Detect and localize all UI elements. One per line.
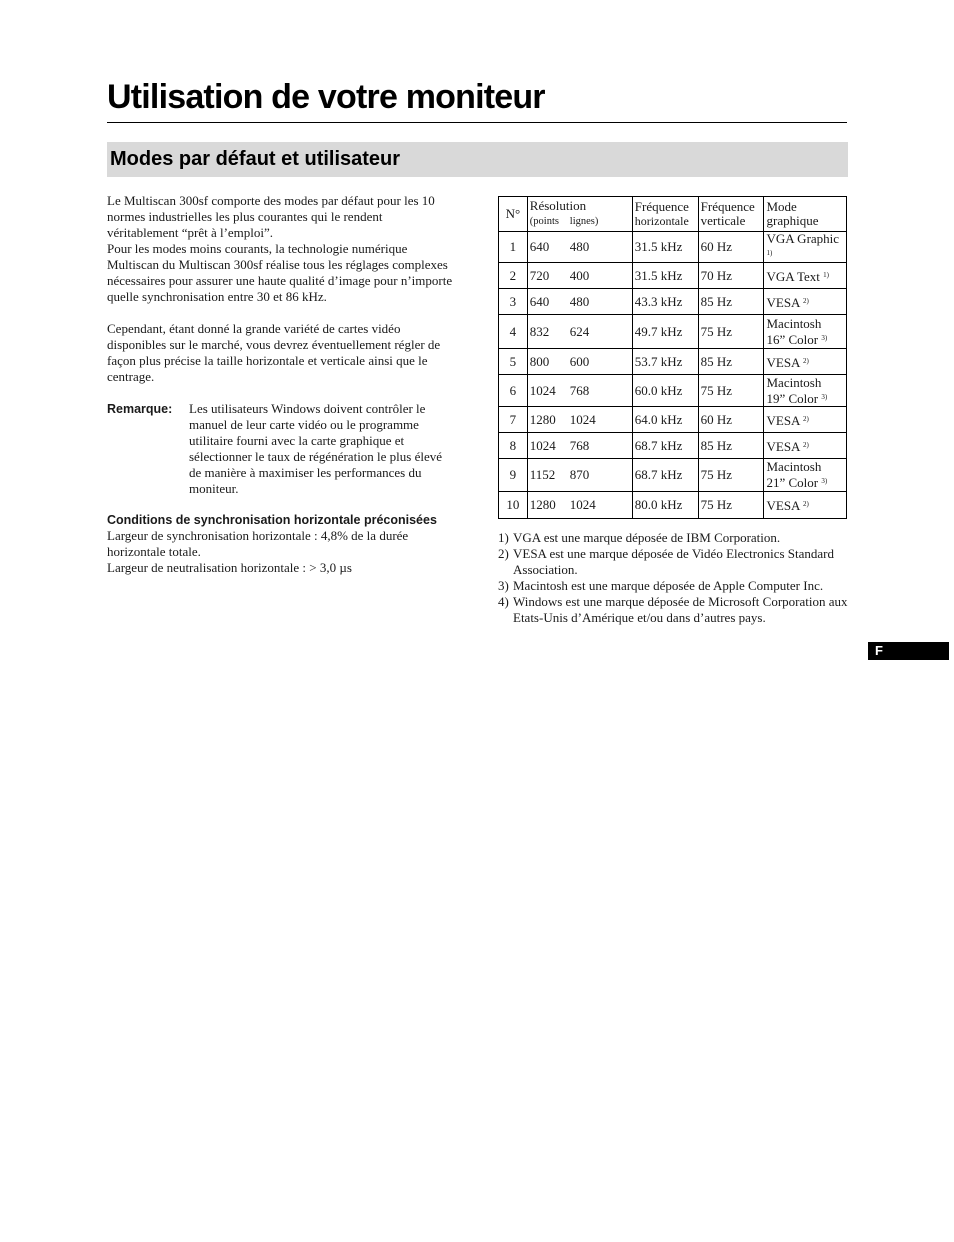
cell-hfreq: 68.7 kHz	[632, 433, 698, 459]
table-row	[499, 263, 847, 289]
mode-name: VGA Graphic	[766, 231, 840, 246]
cell-mode	[764, 433, 847, 459]
cell-resolution	[527, 433, 632, 459]
cell-hfreq: 80.0 kHz	[632, 492, 698, 519]
header-mode: Mode graphique	[764, 197, 847, 232]
table-row	[499, 289, 847, 315]
mode-name: VESA	[766, 412, 800, 428]
cell-resolution	[527, 459, 632, 492]
mode-detail: 21” Color	[766, 475, 819, 490]
intro-paragraph: Le Multiscan 300sf comporte des modes par défaut pour les 10 normes industrielles les plus courantes qui le rendent véritablement “prêt à l’emploi”.	[107, 193, 435, 240]
cell-vfreq: 85 Hz	[698, 289, 764, 315]
footnote-number: 4)	[498, 594, 509, 609]
header-resolution-label: Résolution	[529, 198, 587, 213]
table-row	[499, 459, 847, 492]
cell-resolution	[527, 375, 632, 407]
footnote-text: Windows est une marque déposée de Microsoft Corporation aux Etats-Unis d’Amérique et/ou dans d’autres pays.	[513, 594, 848, 625]
cell-vfreq: 60 Hz	[698, 232, 764, 263]
mode-name: Macintosh	[766, 374, 822, 390]
footnote-ref: 2)	[802, 414, 809, 423]
cell-num: 5	[499, 349, 528, 375]
cell-lines: 624	[569, 323, 590, 339]
cell-hfreq: 31.5 kHz	[632, 232, 698, 263]
cell-num: 8	[499, 433, 528, 459]
cell-num: 1	[499, 232, 528, 263]
cell-vfreq: 85 Hz	[698, 349, 764, 375]
cell-resolution	[527, 407, 632, 433]
header-vfreq-line1: Fréquence	[700, 199, 755, 214]
footnote-text: VGA est une marque déposée de IBM Corporation.	[513, 530, 781, 545]
table-row	[499, 232, 847, 263]
cell-lines: 1024	[569, 411, 596, 427]
footnotes-list	[498, 530, 848, 626]
cell-num: 4	[499, 315, 528, 349]
cell-num: 10	[499, 492, 528, 519]
cell-num: 9	[499, 459, 528, 492]
footnote-ref: 2)	[802, 500, 809, 508]
table-row	[499, 492, 847, 519]
cell-vfreq: 60 Hz	[698, 407, 764, 433]
header-num: N°	[499, 197, 528, 232]
footnote-item	[498, 578, 848, 594]
header-resolution-points: (points	[529, 216, 559, 227]
header-hfreq-line1: Fréquence	[634, 199, 689, 214]
title-rule	[107, 122, 847, 123]
cell-num: 2	[499, 263, 528, 289]
header-vfreq	[698, 197, 764, 232]
table-row	[499, 315, 847, 349]
footnote-number: 3)	[498, 578, 509, 593]
table-header-row	[499, 197, 847, 232]
cell-vfreq: 75 Hz	[698, 459, 764, 492]
cell-lines: 1024	[569, 497, 596, 512]
cell-hfreq: 64.0 kHz	[632, 407, 698, 433]
cell-hfreq: 49.7 kHz	[632, 315, 698, 349]
mode-name: VESA	[766, 294, 800, 310]
cell-mode	[764, 263, 847, 289]
cell-hfreq: 53.7 kHz	[632, 349, 698, 375]
cell-points: 1152	[529, 467, 556, 482]
intro-paragraph: Pour les modes moins courants, la technologie numérique Multiscan du Multiscan 300sf réalise tous les réglages complexes nécessaires pour assurer une haute qualité d’image pour n’importe quelle synchronisation entre 30 et 86 kHz.	[107, 241, 453, 304]
footnote-number: 1)	[498, 530, 509, 545]
cell-lines: 400	[569, 267, 590, 283]
footnote-ref: 1)	[766, 249, 773, 257]
table-row	[499, 349, 847, 375]
footnote-ref: 2)	[802, 296, 809, 305]
cell-mode	[764, 232, 847, 263]
modes-table	[498, 196, 847, 519]
header-resolution	[527, 197, 632, 232]
cell-num: 3	[499, 289, 528, 315]
cell-points: 640	[529, 239, 550, 254]
cell-resolution	[527, 492, 632, 519]
footnote-ref: 2)	[802, 356, 809, 365]
page-title: Utilisation de votre moniteur	[107, 78, 545, 116]
cell-mode	[764, 289, 847, 315]
mode-name: VESA	[766, 354, 800, 370]
table-row	[499, 375, 847, 407]
cell-points: 1280	[529, 497, 556, 512]
cell-resolution	[527, 289, 632, 315]
language-tab-marker: F	[868, 642, 949, 660]
footnote-ref: 2)	[802, 440, 809, 449]
remark-block	[107, 401, 457, 497]
cell-lines: 870	[569, 467, 590, 482]
cell-resolution	[527, 349, 632, 375]
cell-mode	[764, 407, 847, 433]
cell-vfreq: 85 Hz	[698, 433, 764, 459]
cell-lines: 480	[569, 293, 590, 309]
cell-vfreq: 75 Hz	[698, 375, 764, 407]
footnote-item	[498, 546, 848, 578]
cell-points: 1280	[529, 411, 556, 427]
mode-name: Macintosh	[766, 459, 822, 474]
cell-num: 7	[499, 407, 528, 433]
cell-points: 1024	[529, 437, 556, 453]
header-resolution-lines: lignes)	[569, 216, 599, 227]
footnote-number: 2)	[498, 546, 509, 561]
cell-hfreq: 68.7 kHz	[632, 459, 698, 492]
cell-points: 832	[529, 323, 550, 339]
cell-lines: 600	[569, 353, 590, 369]
footnote-text: VESA est une marque déposée de Vidéo Electronics Standard Association.	[513, 546, 835, 577]
footnote-ref: 3)	[821, 392, 828, 401]
cell-resolution	[527, 315, 632, 349]
footnote-ref: 3)	[821, 333, 828, 342]
cell-vfreq: 70 Hz	[698, 263, 764, 289]
cell-lines: 768	[569, 437, 590, 453]
mode-name: VESA	[766, 438, 800, 454]
cell-vfreq: 75 Hz	[698, 492, 764, 519]
mode-detail: 19” Color	[766, 390, 819, 406]
cell-mode	[764, 375, 847, 407]
cell-vfreq: 75 Hz	[698, 315, 764, 349]
cell-hfreq: 31.5 kHz	[632, 263, 698, 289]
cell-lines: 768	[569, 382, 590, 398]
cell-resolution	[527, 263, 632, 289]
mode-name: VGA Text	[766, 268, 820, 284]
cell-mode	[764, 349, 847, 375]
header-hfreq-line2: horizontale	[634, 214, 689, 228]
cell-lines: 480	[569, 239, 590, 254]
header-hfreq	[632, 197, 698, 232]
cell-points: 720	[529, 267, 550, 283]
mode-detail: 16” Color	[766, 331, 819, 347]
cell-hfreq: 43.3 kHz	[632, 289, 698, 315]
cell-mode	[764, 459, 847, 492]
sync-heading: Conditions de synchronisation horizontale préconisées	[107, 513, 437, 527]
section-title: Modes par défaut et utilisateur	[110, 148, 401, 170]
footnote-ref: 1)	[823, 270, 829, 279]
remark-label: Remarque:	[107, 402, 173, 416]
table-row	[499, 433, 847, 459]
cell-resolution	[527, 232, 632, 263]
remark-text: Les utilisateurs Windows doivent contrôler le manuel de leur carte vidéo ou le programme utilitaire fourni avec la carte graphique et sélectionner le taux de régénération le plus élevé de manière à maximiser les performances du moniteur.	[189, 401, 443, 496]
sync-line: Largeur de neutralisation horizontale : > 3,0 µs	[107, 560, 352, 575]
footnote-item	[498, 530, 848, 546]
cell-points: 1024	[529, 382, 556, 398]
cell-mode	[764, 492, 847, 519]
footnote-ref: 3)	[821, 477, 828, 485]
sync-line: Largeur de synchronisation horizontale : 4,8% de la durée horizontale totale.	[107, 528, 409, 559]
cell-mode	[764, 315, 847, 349]
cell-points: 800	[529, 353, 550, 369]
section-header	[107, 142, 848, 177]
intro-paragraph: Cependant, étant donné la grande variété de cartes vidéo disponibles sur le marché, vous devrez éventuellement régler de façon plus précise la taille horizontale et verticale ainsi que le centrage.	[107, 321, 441, 384]
table-row	[499, 407, 847, 433]
cell-hfreq: 60.0 kHz	[632, 375, 698, 407]
intro-column	[107, 193, 457, 576]
mode-name: Macintosh	[766, 315, 822, 331]
header-vfreq-line2: verticale	[700, 213, 746, 228]
cell-num: 6	[499, 375, 528, 407]
footnote-text: Macintosh est une marque déposée de Apple Computer Inc.	[513, 578, 824, 593]
mode-name: VESA	[766, 498, 800, 513]
cell-points: 640	[529, 293, 550, 309]
footnote-item	[498, 594, 848, 626]
